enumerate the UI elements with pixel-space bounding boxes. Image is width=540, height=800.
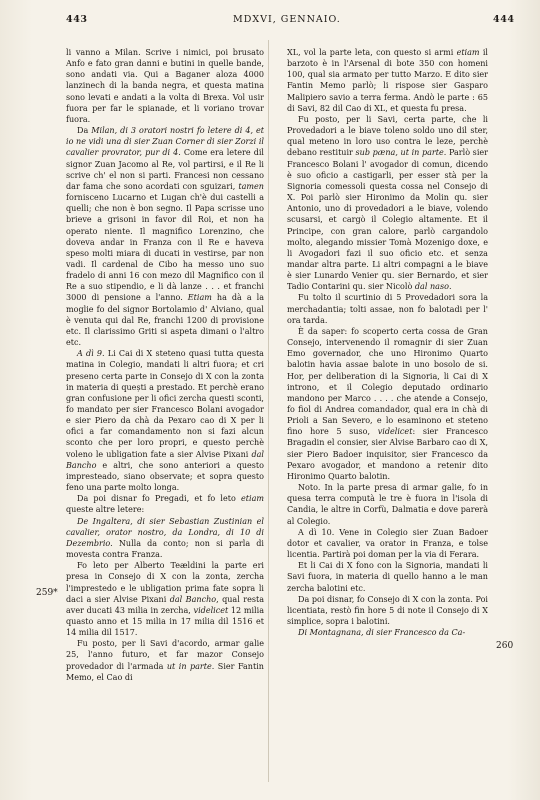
- paragraph: Noto. In la parte presa di armar galie, fo in quesa terra computà le tre è fuora in l'isola di Candia, le altre in Corfù, Dalmatia e dove parerà al Colegio.: [287, 483, 488, 526]
- right-column: [287, 47, 488, 638]
- margin-number-right: 260: [496, 641, 514, 651]
- margin-number-left: 259*: [36, 588, 58, 598]
- paragraph: A dì 10. Vene in Colegio sier Zuan Badoer dotor et cavalier, va orator in Franza, e tolse licentia. Partirà poi doman per la via di Ferara.: [287, 527, 488, 560]
- paragraph: Da poi disnar fo Pregadi, et fo leto etiam queste altre letere:: [66, 494, 264, 515]
- running-title: MDXVI, GENNAIO.: [233, 14, 341, 25]
- paragraph: Fo leto per Alberto Teældini la parte eri presa in Consejo di X con la zonta, zercha l'imprestedo e le ubligation prima fate sopra li daci a sier Alvise Pixani dal Bancho, qual resta aver ducati 43 milia in zercha, videlicet 12 milia quasto anno et 15 milia in 17 milia dil 1516 et 14 milia dil 1517.: [66, 561, 264, 638]
- paragraph: È da saper: fo scoperto certa cossa de Gran Consejo, intervenendo il romagnir di sier Zuan Emo governador, che uno Hironimo Quarto balotin havia assae balote in uno bosolo de si. Hor, per deliberation di la Signoria, li Cai di X introno, et il Colegio deputado ordinario mandono per Marco . . . . che atende a Consejo, fo fiol di Andrea comandador, qual era in chà di Prioli a San Severo, e lo esaminono et steteno fino hore 5 suso, videlicet: sier Francesco Bragadin el consier, sier Alvise Barbaro cao di X, sier Piero Badoer inquisitor, sier Francesco da Pexaro avogador, et mandono a retenir dito Hironimo Quarto balotin.: [287, 326, 488, 481]
- paragraph: A dì 9. Li Cai di X steteno quasi tutta questa matina in Colegio, mandati li altri fuora; et cri preseno certa parte in Consejo di X con la zonta in materia di quești a prestado. Et perchè erano gran confusione per li ofici zercha questi sconti, fo mandato per sier Francesco Bolani avogador e sier Piero da chà da Pexaro cao di X per li ofici a far comandamento non si fazi alcun sconto che per loro propri, e questo perchè voleno le ubligation fate a sier Alvise Pixani dal Bancho e altri, che sono anteriori a questo impresteado, siano observate; et sopra questo feno una parte molto longa.: [66, 349, 264, 493]
- paragraph: Fu posto, per li Savi d'acordo, armar galie 25, l'anno futuro, et far mazor Consejo provedador di l'armada ut in parte. Sier Fantin Memo, el Cao di: [66, 639, 264, 682]
- paragraph: XL, vol la parte leta, con questo si armi etiam il barzoto è in l'Arsenal di bote 350 con homeni 100, qual sia armato per tutto Marzo. E dito sier Fantin Memo parlò; li rispose sier Gasparo Malipiero savio a terra ferma. Andò le parte : 65 di Savi, 82 dil Cao di XL, et questa fu presa.: [287, 48, 488, 113]
- paragraph: De Ingaltera, di sier Sebastian Zustinian el cavalier, orator nostro, da Londra, di 10 di Dezembrio. Nulla da conto; non si parla di movesta contra Franza.: [66, 516, 264, 560]
- left-column: [66, 47, 264, 683]
- paragraph: Fu tolto il scurtinio di 5 Provedadori sora la merchadantia; tolti assae, non fo balotadi per l' ora tarda.: [287, 293, 488, 325]
- paragraph: Di Montagnana, di sier Francesco da Ca-: [298, 628, 466, 638]
- page-number-right: 444: [493, 14, 515, 25]
- paragraph: Et li Cai di X fono con la Signoria, mandati li Savi fuora, in materia di quello hanno a le man zercha balotini etc.: [287, 561, 488, 593]
- paragraph: Da Milan, di 3 oratori nostri fo letere di 4, et io ne vidi una di sier Zuan Corner di sier Zorzi il cavalier provrator, pur di 4. Come era letere dil signor Zuan Jacomo al Re, vol partirsi, e il Re li scrive ch' el non si parti. Francesi non cessano dar fama che sono acordati con sguizari, tamen fornisceno Lucarno et Lugan ch'è dui castelli a quelli; che non è bon segno. Il Papa scrisse uno brieve a grisoni in favor dil Roi, et non ha operato niente. Il magnifico Lorenzino, che doveva andar in Franza con il Re e haveva speso molti miara di ducati in vestirse, par non vadi. Il cardenal de Cibo ha messo uno suo fradelo di anni 16 con mezo dil Magnifico con il Re a suo stipendio, e li dà lanze . . . et franchi 3000 di pensione a l'anno. Etiam ha dà a la moglie fo del signor Bortolamio d' Alviano, qual è venuta qui dal Re, franchi 1200 di provisione etc. Il clarissimo Griti si aspeta dimani o l'altro etc.: [66, 126, 264, 348]
- paragraph: Da poi disnar, fo Consejo di X con la zonta. Poi licentiata, restò fin hore 5 di note il Consejo di X simplice, sopra i balotini.: [287, 594, 488, 626]
- paragraph: li vanno a Milan. Scrive i nimici, poi brusato Anfo e fato gran danni e butini in quelle bande, sono andati via. Qui a Baganer aloza 4000 lanzinech di la banda negra, et questa matina sono levati e andati a la volta di Brexa. Vol usir fuora per far le spianade, et li voriano trovar fuora.: [66, 48, 264, 124]
- page-number-left: 443: [66, 14, 88, 25]
- paragraph: Fu posto, per li Savi, certa parte, che li Provedadori a le biave toleno soldo uno dil ster, qual meteno in loro uso contra le leze, perchè debano restituir sub pæna, ut in parte. Parlò sier Francesco Bolani l' avogador di comun, dicendo è suo oficio a castigarli, per esser stà per la Signoria comessoli questa cossa nel Consejo di X. Poi parlò sier Hironimo da Molin qu. sier Antonio, uno di provedadori a le biave, volendo scusarsi, et cargò il Colegio altamente. Et il Principe, con gran calore, parlò cargandolo molto, alegando missier Tomà Mozenigo doxe, e li Avogadori fazi il suo oficio etc. et senza mandar altra parte. Li altri compagni a le biave è sier Lunardo Venier qu. sier Bernardo, et sier Tadio Contarini qu. sier Nicolò dal naso.: [287, 114, 488, 292]
- column-divider: [268, 40, 269, 782]
